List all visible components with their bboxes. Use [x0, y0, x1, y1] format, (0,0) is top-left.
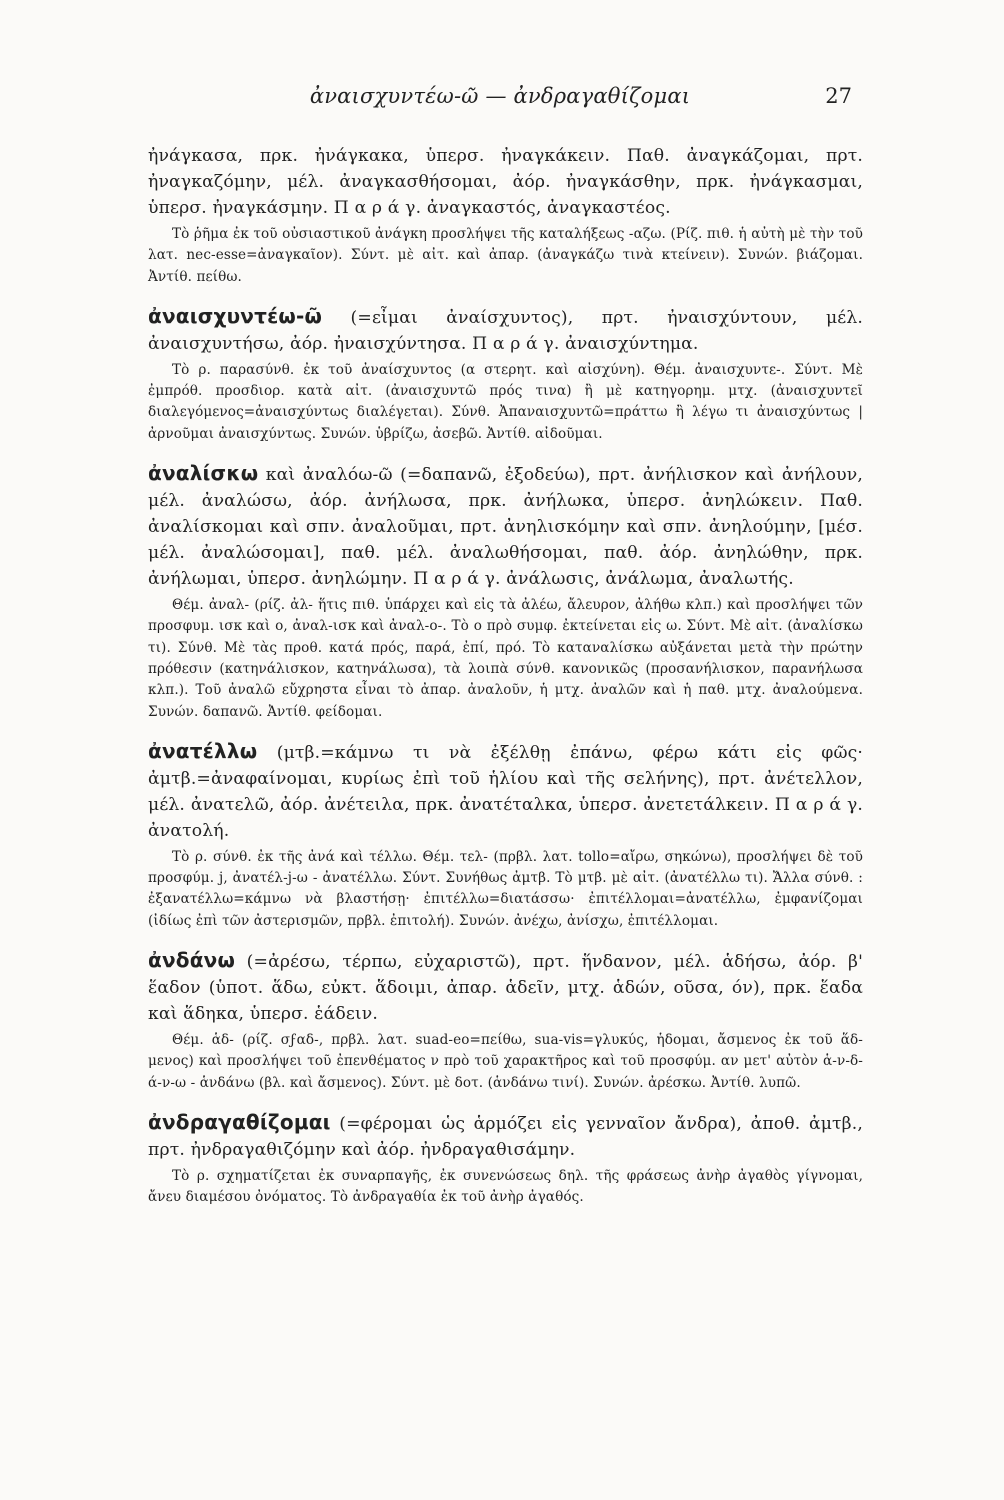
entry-etymology-note: Θέμ. ἁδ- (ρίζ. σϝαδ-, πρβλ. λατ. suad-eo=πείθω, sua-vis=γλυκύς, ἡδομαι, ἄσμενος ἐκ τοῦ ἅδ-μενος) καὶ προσλήψει τοῦ ἐπενθέματος ν πρὸ τοῦ χαρακτῆρος καὶ τοῦ προσφύμ. αν μετ' αὐτὸν ἁ-ν-δ-ά-ν-ω - ἁνδάνω (βλ. καὶ ἄσμενος). Σύντ. μὲ δοτ. (ἁνδάνω τινί). Συνών. ἀρέσκω. Ἀντίθ. λυπῶ. [148, 1032, 863, 1091]
entry-body [148, 303, 863, 357]
page-number: 27 [825, 84, 852, 108]
entry-etymology-note: Τὸ ρ. παρασύνθ. ἐκ τοῦ ἀναίσχυντος (α στερητ. καὶ αἰσχύνη). Θέμ. ἀναισχυντε-. Σύντ. Μὲ ἐμπρόθ. προσδιορ. κατὰ αἰτ. (ἀναισχυντῶ πρός τινα) ἢ μὲ κατηγορημ. μτχ. (ἀναισχυντεῖ διαλεγόμενος=ἀναισχύντως διαλέγεται). Σύνθ. Ἀπαναισχυντῶ=πράττω ἢ λέγω τι ἀναισχύντως | ἀρνοῦμαι ἀναισχύντως. Συνών. ὑβρίζω, ἀσεβῶ. Ἀντίθ. αἰδοῦμαι. [148, 361, 863, 442]
entry-headword: ἀναλίσκω [148, 461, 259, 486]
entry-forms: καὶ ἀναλόω-ῶ (=δαπανῶ, ἐξοδεύω), πρτ. ἀνήλισκον καὶ ἀνήλουν, μέλ. ἀναλώσω, ἀόρ. ἀνήλωσα, πρκ. ἀνήλωκα, ὑπερσ. ἀνηλώκειν. Παθ. ἀναλίσκομαι καὶ σπν. ἀναλοῦμαι, πρτ. ἀνηλισκόμην καὶ σπν. ἀνηλούμην, [μέσ. μέλ. ἀναλώσομαι], παθ. μέλ. ἀναλωθήσομαι, παθ. ἀόρ. ἀνηλώθην, πρκ. ἀνήλωμαι, ὑπερσ. ἀνηλώμην. Π α ρ ά γ. ἀνάλωσις, ἀνάλωμα, ἀναλωτής. [148, 465, 863, 590]
page-content [148, 143, 863, 1209]
entry-forms: (μτβ.=κάμνω τι νὰ ἐξέλθῃ ἐπάνω, φέρω κάτι εἰς φῶς· ἀμτβ.=ἀναφαίνομαι, κυρίως ἐπὶ τοῦ ἡλίου καὶ τῆς σελήνης), πρτ. ἀνέτελλον, μέλ. ἀνατελῶ, ἀόρ. ἀνέτειλα, πρκ. ἀνατέταλκα, ὑπερσ. ἀνετετάλκειν. Π α ρ ά γ. ἀνατολή. [148, 742, 863, 841]
running-title: ἀναισχυντέω-ῶ — ἀνδραγαθίζομαι [309, 84, 691, 108]
entry-headword: ἀνδάνω [148, 948, 236, 973]
entry-etymology-note: Τὸ ῥῆμα ἐκ τοῦ οὐσιαστικοῦ ἀνάγκη προσλήψει τῆς καταλήξεως -αζω. (Ρίζ. πιθ. ἡ αὐτὴ μὲ τὴν τοῦ λατ. nec-esse=ἀναγκαῖον). Σύντ. μὲ αἰτ. καὶ ἀπαρ. (ἀναγκάζω τινὰ κτείνειν). Συνών. βιάζομαι. Ἀντίθ. πείθω. [148, 226, 863, 285]
entry-anatello [148, 738, 863, 932]
page-header [0, 84, 1004, 124]
entry-body [148, 1109, 863, 1163]
entry-body [148, 460, 863, 592]
entry-headword: ἀνατέλλω [148, 738, 258, 763]
entry-andragathizomai [148, 1109, 863, 1209]
entry-headword: ἀναισχυντέω-ῶ [148, 303, 323, 328]
entry-anaischynteo [148, 303, 863, 445]
entry-forms: (=ἀρέσω, τέρπω, εὐχαριστῶ), πρτ. ἥνδανον, μέλ. ἁδήσω, ἀόρ. β' ἕαδον (ὑποτ. ἅδω, εὐκτ. ἅδοιμι, ἀπαρ. ἁδεῖν, μτχ. ἁδών, οῦσα, όν), πρκ. ἕαδα καὶ ἅδηκα, ὑπερσ. ἑάδειν. [148, 952, 863, 1025]
entry-headword: ἀνδραγαθίζομαι [148, 1109, 331, 1134]
entry-body [148, 947, 863, 1027]
entry-forms: (=φέρομαι ὡς ἁρμόζει εἰς γενναῖον ἄνδρα), ἀποθ. ἀμτβ., πρτ. ἠνδραγαθιζόμην καὶ ἀόρ. ἠνδραγαθισάμην. [148, 1113, 863, 1160]
entry-body: ἠνάγκασα, πρκ. ἠνάγκακα, ὑπερσ. ἠναγκάκειν. Παθ. ἀναγκάζομαι, πρτ. ἠναγκαζόμην, μέλ. ἀναγκασθήσομαι, ἀόρ. ἠναγκάσθην, πρκ. ἠνάγκασμαι, ὑπερσ. ἠναγκάσμην. Π α ρ ά γ. ἀναγκαστός, ἀναγκαστέος. [148, 146, 863, 218]
entry-etymology-note: Θέμ. ἀναλ- (ρίζ. ἀλ- ἥτις πιθ. ὑπάρχει καὶ εἰς τὰ ἀλέω, ἄλευρον, ἀλήθω κλπ.) καὶ προσλήψει τῶν προσφυμ. ισκ καὶ ο, ἀναλ-ισκ καὶ ἀναλ-ο-. Τὸ ο πρὸ συμφ. ἐκτείνεται εἰς ω. Σύντ. Μὲ αἰτ. (ἀναλίσκω τι). Σύνθ. Μὲ τὰς προθ. κατά πρός, παρά, ἐπί, πρό. Τὸ καταναλίσκω αὐξάνεται μετὰ τὴν πρώτην πρόθεσιν (κατηνάλισκον, κατηνάλωσα), τὰ λοιπὰ σύνθ. κανονικῶς (προσανήλισκον, παρανήλωσα κλπ.). Τοῦ ἀναλῶ εὔχρηστα εἶναι τὸ ἀπαρ. ἀναλοῦν, ἡ μτχ. ἀναλῶν καὶ ἡ παθ. μτχ. ἀναλούμενα. Συνών. δαπανῶ. Ἀντίθ. φείδομαι. [148, 597, 863, 720]
entry-etymology-note: Τὸ ρ. σύνθ. ἐκ τῆς ἀνά καὶ τέλλω. Θέμ. τελ- (πρβλ. λατ. tollo=αἴρω, σηκώνω), προσλήψει δὲ τοῦ προσφύμ. j, ἀνατέλ-j-ω - ἀνατέλλω. Σύντ. Συνήθως ἀμτβ. Τὸ μτβ. μὲ αἰτ. (ἀνατέλλω τι). Ἄλλα σύνθ. : ἐξανατέλλω=κάμνω νὰ βλαστήσῃ· ἐπιτέλλω=διατάσσω· ἐπιτέλλομαι=ἀνατέλλω, ἐμφανίζομαι (ἰδίως ἐπὶ τῶν ἀστερισμῶν, πρβλ. ἐπιτολή). Συνών. ἀνέχω, ἀνίσχω, ἐπιτέλλομαι. [148, 848, 863, 929]
entry-andano [148, 947, 863, 1094]
entry-analisko [148, 460, 863, 723]
entry-forms: (=εἶμαι ἀναίσχυντος), πρτ. ἠναισχύντουν, μέλ. ἀναισχυντήσω, ἀόρ. ἠναισχύντησα. Π α ρ ά γ. ἀναισχύντημα. [148, 307, 863, 354]
entry-body [148, 738, 863, 844]
entry-continuation [148, 143, 863, 288]
entry-etymology-note: Τὸ ρ. σχηματίζεται ἐκ συναρπαγῆς, ἐκ συνενώσεως δηλ. τῆς φράσεως ἀνὴρ ἀγαθὸς γίγνομαι, ἄνευ διαμέσου ὀνόματος. Τὸ ἀνδραγαθία ἐκ τοῦ ἀνὴρ ἀγαθός. [148, 1167, 863, 1206]
